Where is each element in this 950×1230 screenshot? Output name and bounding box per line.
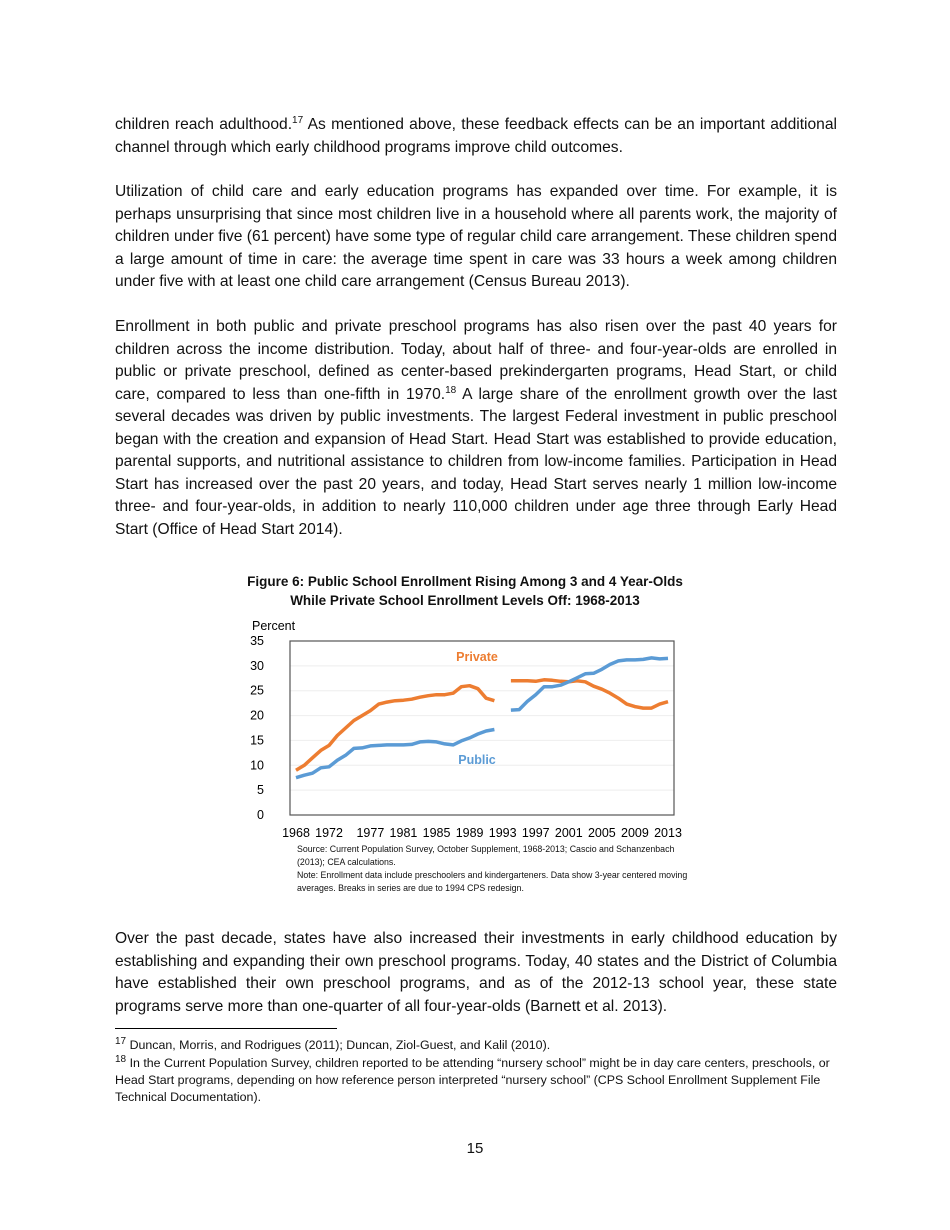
text: In the Current Population Survey, children reported to be attending “nursery school” might be in day care centers, preschools, or Head Start programs, depending on how reference person interpreted “nursery school” (CPS School Enrollment Supplement File Technical Documentation). <box>115 1056 830 1104</box>
line-chart <box>0 600 950 840</box>
text: As mentioned above, these feedback effects can be an important additional channel through which early childhood programs improve child outcomes. <box>115 116 837 156</box>
chart-source: Source: Current Population Survey, October Supplement, 1968-2013; Cascio and Schanzenbach (2013); CEA calculations. <box>297 844 675 867</box>
footnote-ref[interactable]: 17 <box>292 114 304 126</box>
y-tick-label: 25 <box>250 683 264 698</box>
chart-note: Note: Enrollment data include preschoolers and kindergarteners. Data show 3-year centered moving averages. Breaks in series are due to 1994 CPS redesign. <box>297 870 688 893</box>
y-tick-label: 10 <box>250 758 264 773</box>
footnote-number: 17 <box>115 1035 127 1047</box>
x-tick-label: 1997 <box>521 826 550 840</box>
y-tick-label: 20 <box>250 708 264 723</box>
paragraph-2: Utilization of child care and early education programs has expanded over time. For example, it is perhaps unsurprising that since most children live in a household where all parents work, the majority of children under five (61 percent) have some type of regular child care arrangement. These children spend a large amount of time in care: the average time spent in care was 33 hours a week among children under five with at least one child care arrangement (Census Bureau 2013). <box>115 183 837 290</box>
footnote-18 <box>115 1055 837 1106</box>
series-label-public: Public <box>458 753 496 767</box>
text: Enrollment in both public and private preschool programs has also risen over the past 40 years for children across the income distribution. Today, about half of three- and four-year-olds are enrolled in public or private preschool, defined as center-based prekindergarten programs, Head Start, or child care, compared to less than one-fifth in 1970. <box>115 318 837 403</box>
series-label-private: Private <box>456 650 498 664</box>
paragraph-3 <box>115 316 837 541</box>
paragraph-1 <box>115 114 837 159</box>
x-tick-label: 1972 <box>315 826 343 840</box>
y-tick-label: 30 <box>250 658 264 673</box>
x-tick-label: 1989 <box>455 826 484 840</box>
x-tick-label: 1977 <box>356 826 385 840</box>
y-tick-label: 35 <box>250 634 264 648</box>
text: Duncan, Morris, and Rodrigues (2011); Duncan, Ziol-Guest, and Kalil (2010). <box>126 1038 551 1052</box>
footnote-17 <box>115 1037 837 1054</box>
text: A large share of the enrollment growth over the last several decades was driven by public investments. The largest Federal investment in public preschool began with the creation and expansion of Head Start. Head Start was established to provide education, parental supports, and nutritional assistance to children from low-income families. Participation in Head Start has increased over the past 20 years, and today, Head Start serves nearly 1 million low-income three- and four-year-olds, in addition to nearly 110,000 children under age three through Early Head Start (Office of Head Start 2014). <box>115 385 837 538</box>
x-tick-label: 2001 <box>554 826 583 840</box>
chart-title: Figure 6: Public School Enrollment Rising Among 3 and 4 Year-Olds While Private School Enrollment Levels Off: 1968-2013 <box>247 574 683 608</box>
x-tick-label: 2013 <box>654 826 682 840</box>
x-tick-label: 1985 <box>422 826 451 840</box>
y-axis-label: Percent <box>252 619 296 633</box>
x-tick-label: 2005 <box>587 826 616 840</box>
x-tick-label: 1968 <box>282 826 310 840</box>
page-number: 15 <box>466 1140 484 1157</box>
x-tick-label: 2009 <box>621 826 649 840</box>
y-tick-label: 0 <box>257 808 264 822</box>
text: children reach adulthood. <box>115 116 293 133</box>
x-tick-label: 1993 <box>488 826 517 840</box>
y-tick-label: 5 <box>257 783 264 798</box>
footnote-divider <box>115 1028 337 1029</box>
footnote-ref[interactable]: 18 <box>445 384 457 396</box>
footnote-number: 18 <box>115 1053 127 1065</box>
y-tick-label: 15 <box>250 733 264 748</box>
x-tick-label: 1981 <box>389 826 418 840</box>
paragraph-4: Over the past decade, states have also increased their investments in early childhood education by establishing and expanding their own preschool programs. Today, 40 states and the District of Columbia have established their own preschool programs, and as of the 2012-13 school year, these state programs serve more than one-quarter of all four-year-olds (Barnett et al. 2013). <box>115 930 837 1015</box>
